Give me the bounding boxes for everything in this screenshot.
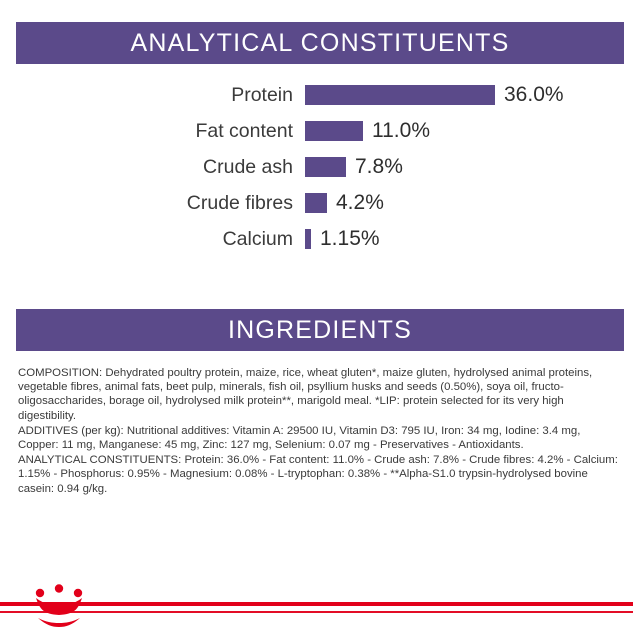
additives-paragraph: ADDITIVES (per kg): Nutritional additives: Vitamin A: 29500 IU, Vitamin D3: 795 IU, Iron: 34 mg, Iodine: 3.4 mg, Copper: 11 mg, Manganese: 45 mg, Zinc: 127 mg, Selenium: 0.07 mg - Preservatives - Antioxidants. — [18, 424, 581, 452]
bar-value: 11.0% — [372, 119, 430, 142]
analytical-constituents-bar-chart — [16, 78, 624, 268]
composition-paragraph: COMPOSITION: Dehydrated poultry protein, maize, rice, wheat gluten*, maize gluten, hydrolysed animal proteins, vegetable fibres, animal fats, beet pulp, minerals, fish oil, psyllium husks and seeds (0.50%), soya oil, fructo-oligosaccharides, borage oil, hydrolysed milk protein**, marigold meal. *LIP: protein selected for its very high digestibility. — [18, 367, 593, 422]
bar-value: 36.0% — [504, 83, 564, 106]
footer-red-rule — [0, 602, 640, 606]
brand-footer — [0, 582, 640, 640]
bar-container — [305, 155, 624, 179]
bar-crude-fibres — [305, 193, 327, 213]
bar-container — [305, 191, 624, 215]
bar-label: Crude ash — [203, 155, 293, 178]
ingredients-body — [18, 366, 622, 497]
analytical-constituents-title: ANALYTICAL CONSTITUENTS — [130, 28, 510, 57]
bar-fat-content — [305, 121, 363, 141]
chart-row — [16, 78, 624, 112]
royal-canin-crown-icon — [30, 584, 88, 630]
analytical-constituents-header — [16, 22, 624, 64]
bar-label: Calcium — [222, 227, 293, 250]
bar-value: 7.8% — [355, 155, 403, 178]
right-margin — [633, 0, 640, 640]
bar-label: Crude fibres — [186, 191, 293, 214]
bar-container — [305, 83, 624, 107]
bar-value: 1.15% — [320, 227, 380, 250]
chart-row — [16, 150, 624, 184]
analytical-constituents-paragraph: ANALYTICAL CONSTITUENTS: Protein: 36.0% - Fat content: 11.0% - Crude ash: 7.8% - Crude fibres: 4.2% - Calcium: 1.15% - Phosphorus: 0.95% - Magnesium: 0.08% - L-tryptophan: 0.38% - **Alpha-S1.0 trypsin-hydrolysed bovine casein: 0.94 g/kg. — [18, 454, 618, 495]
chart-row — [16, 186, 624, 220]
ingredients-title: INGREDIENTS — [227, 315, 413, 344]
bar-label: Protein — [231, 83, 293, 106]
bar-label: Fat content — [195, 119, 293, 142]
bar-container — [305, 119, 624, 143]
bar-protein — [305, 85, 495, 105]
chart-row — [16, 114, 624, 148]
chart-row — [16, 222, 624, 256]
bar-crude-ash — [305, 157, 346, 177]
bar-container — [305, 227, 624, 251]
ingredients-header — [16, 309, 624, 351]
footer-red-rule-thin — [0, 611, 640, 613]
bar-value: 4.2% — [336, 191, 384, 214]
